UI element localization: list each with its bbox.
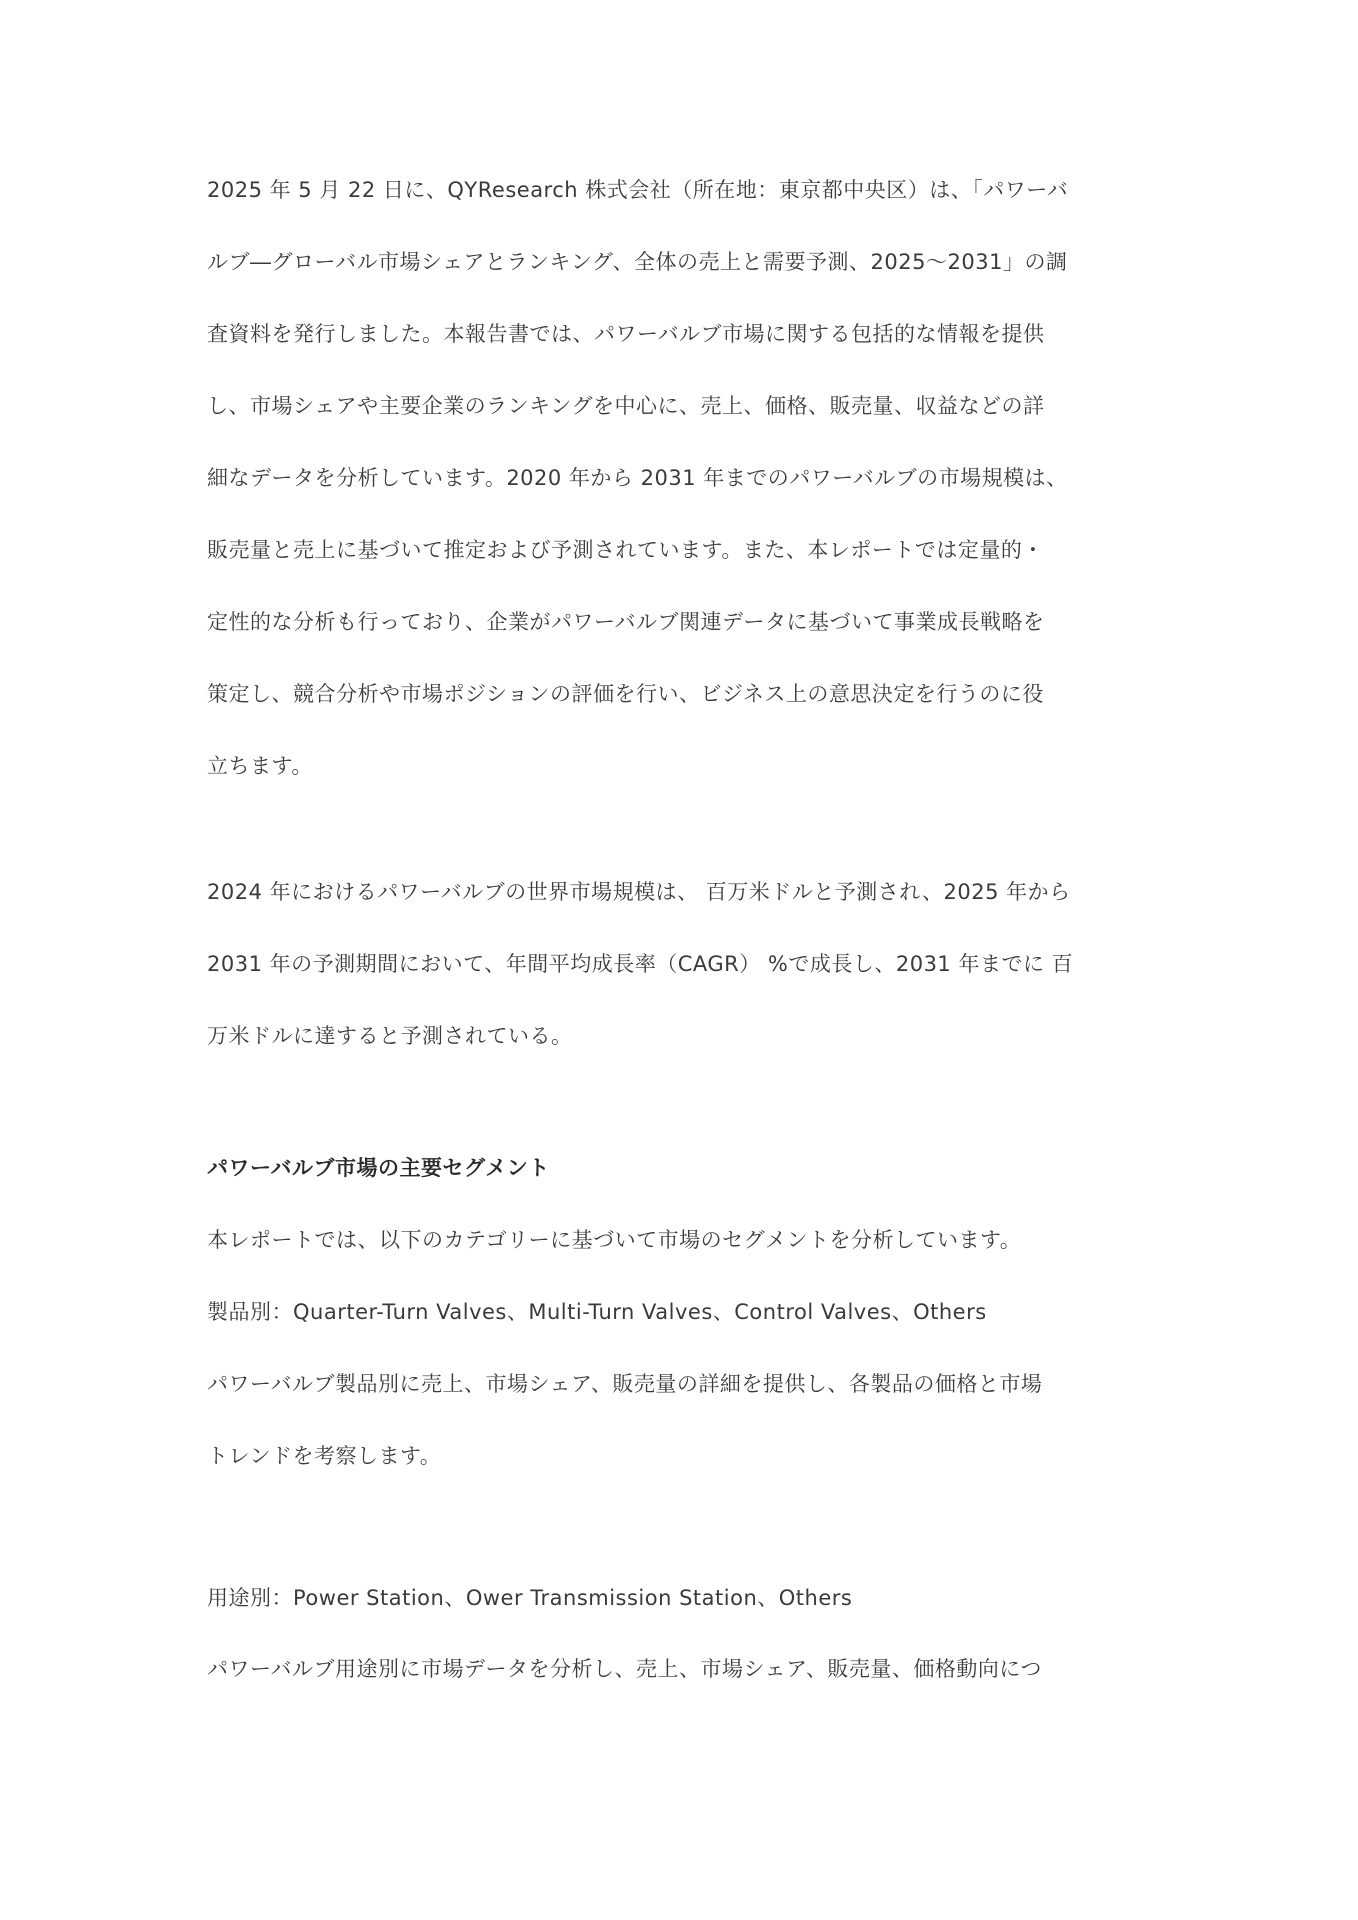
- text-line: 2031 年の予測期間において、年間平均成長率（CAGR） %で成長し、2031 年までに 百: [207, 952, 1074, 976]
- text-line: 2024 年におけるパワーバルブの世界市場規模は、 百万米ドルと予測され、2025 年から: [207, 880, 1071, 904]
- text-line: 定性的な分析も行っており、企業がパワーバルブ関連データに基づいて事業成長戦略を: [207, 610, 1045, 634]
- text-line: 策定し、競合分析や市場ポジションの評価を行い、ビジネス上の意思決定を行うのに役: [207, 682, 1044, 706]
- application-segment-line: 用途別：Power Station、Ower Transmission Station、Others: [207, 1586, 853, 1610]
- document-page: [207, 176, 1169, 1683]
- product-description: [207, 1370, 1169, 1470]
- text-line: 立ちます。: [207, 754, 313, 778]
- text-line: パワーバルブ製品別に売上、市場シェア、販売量の詳細を提供し、各製品の価格と市場: [207, 1372, 1043, 1396]
- paragraph-announcement: [207, 176, 1169, 780]
- paragraph-market-size: [207, 878, 1169, 1050]
- product-segment-line: 製品別：Quarter-Turn Valves、Multi-Turn Valves、Control Valves、Others: [207, 1300, 987, 1324]
- segment-intro: 本レポートでは、以下のカテゴリーに基づいて市場のセグメントを分析しています。: [207, 1228, 1022, 1252]
- text-line: し、市場シェアや主要企業のランキングを中心に、売上、価格、販売量、収益などの詳: [207, 394, 1045, 418]
- spacer: [207, 1470, 1169, 1584]
- text-line: 万米ドルに達すると予測されている。: [207, 1024, 573, 1048]
- section-heading: パワーバルブ市場の主要セグメント: [207, 1156, 550, 1180]
- text-line: 査資料を発行しました。本報告書では、パワーバルブ市場に関する包括的な情報を提供: [207, 322, 1045, 346]
- text-line: パワーバルブ用途別に市場データを分析し、売上、市場シェア、販売量、価格動向につ: [207, 1657, 1042, 1681]
- text-line: 2025 年 5 月 22 日に、QYResearch 株式会社（所在地：東京都中央区）は、「パワーバ: [207, 178, 1069, 202]
- text-line: 販売量と売上に基づいて推定および予測されています。また、本レポートでは定量的・: [207, 538, 1044, 562]
- text-line: ルブ―グローバル市場シェアとランキング、全体の売上と需要予測、2025～2031」の調: [207, 250, 1068, 274]
- text-line: トレンドを考察します。: [207, 1444, 442, 1468]
- application-description: [207, 1655, 1169, 1683]
- text-line: 細なデータを分析しています。2020 年から 2031 年までのパワーバルブの市場規模は、: [207, 466, 1068, 490]
